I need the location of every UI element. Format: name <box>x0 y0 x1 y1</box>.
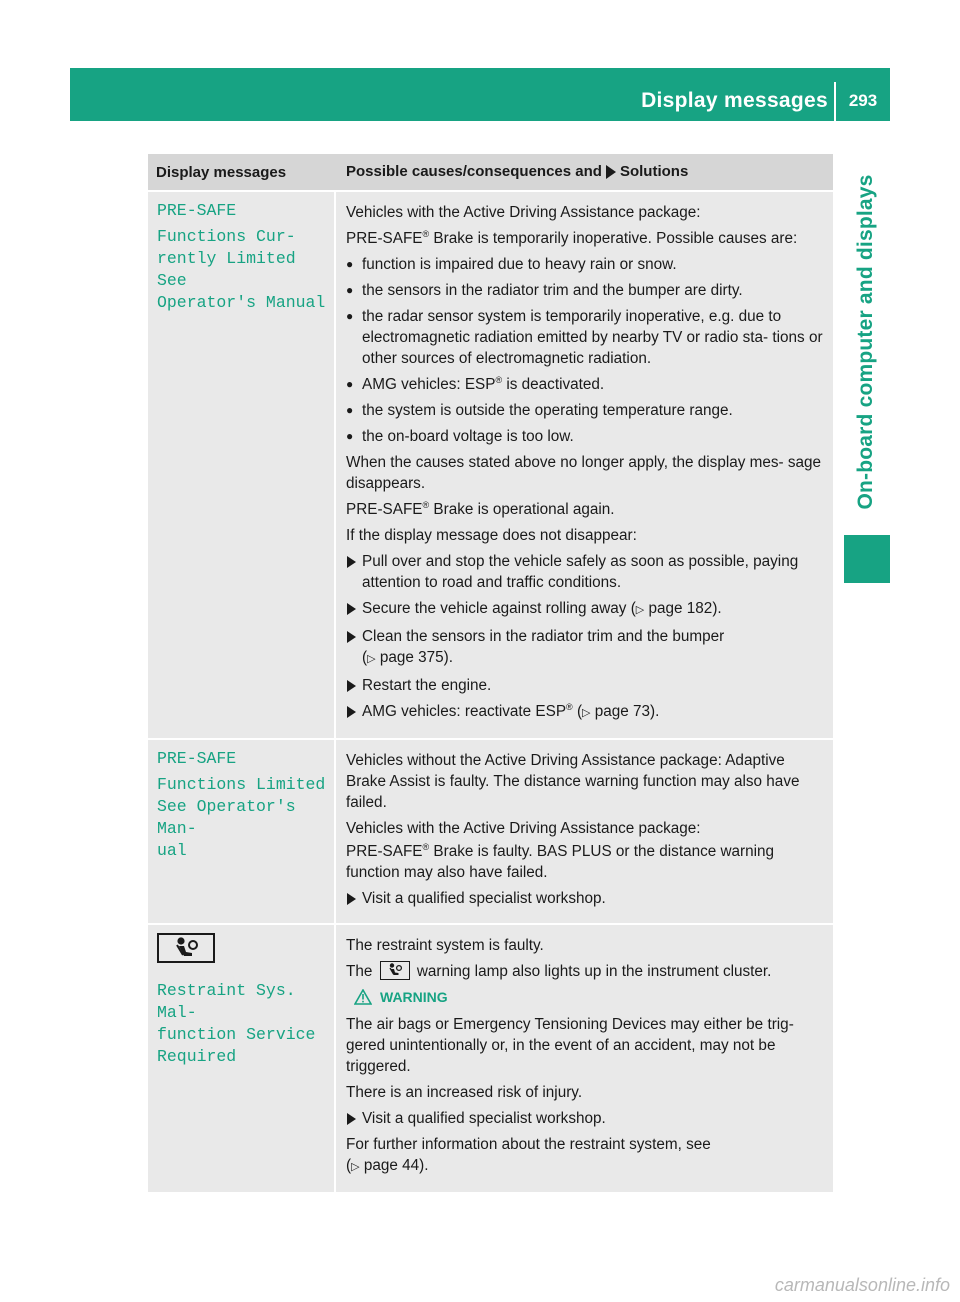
solution-cell <box>336 738 833 923</box>
action-triangle-icon <box>347 893 356 905</box>
warning-triangle-icon <box>354 989 372 1005</box>
page-reference-link[interactable]: page 44). <box>363 1157 429 1174</box>
page-number: 293 <box>848 91 878 110</box>
list-item: ● the sensors in the radiator trim and the bumper are dirty. <box>346 282 743 299</box>
body-text: Vehicles with the Active Driving Assistance package: <box>346 820 701 837</box>
message-cell <box>148 923 336 1192</box>
action-triangle-icon <box>347 631 356 643</box>
display-message-text: PRE-SAFE Functions Limited See Operator's Man‐ ual <box>157 749 326 860</box>
bullet-icon: ● <box>346 309 354 323</box>
body-text: When the causes stated above no longer apply, the display mes‐ sage disappears. <box>346 454 822 492</box>
page-ref-arrow-icon: ▷ <box>351 1161 360 1173</box>
action-triangle-icon <box>347 556 356 568</box>
list-item: ● the radar sensor system is temporarily inoperative, e.g. due to electromagnetic radiation emitted by nearby TV or radio sta‐ tions or other sources of electromagnetic radiation. <box>346 308 823 367</box>
bullet-icon: ● <box>346 283 354 297</box>
action-triangle-icon <box>347 706 356 718</box>
solution-cell <box>336 923 833 1192</box>
action-triangle-icon <box>606 165 616 179</box>
airbag-warning-icon <box>157 933 215 963</box>
action-triangle-icon <box>347 603 356 615</box>
page-reference-link[interactable]: page 182). <box>648 600 722 617</box>
body-text: PRE-SAFE® Brake is faulty. BAS PLUS or the distance warning function may also have failed. <box>346 841 775 881</box>
intro-text: Vehicles with the Active Driving Assistance package: <box>346 204 701 221</box>
bullet-icon: ● <box>346 429 354 443</box>
bullet-icon: ● <box>346 257 354 271</box>
action-step: Clean the sensors in the radiator trim and the bumper (▷ page 375). <box>346 626 826 670</box>
solution-cell <box>336 190 833 738</box>
display-message-text: Restraint Sys. Mal‐ function Service Required <box>157 981 316 1066</box>
message-cell <box>148 190 336 738</box>
list-item: ● the on-board voltage is too low. <box>346 428 574 445</box>
bullet-icon: ● <box>346 403 354 417</box>
page-ref-arrow-icon: ▷ <box>367 653 376 665</box>
body-text: PRE-SAFE® Brake is operational again. <box>346 499 615 518</box>
action-triangle-icon <box>347 680 356 692</box>
body-text: For further information about the restraint system, see (▷ page 44). <box>346 1136 711 1174</box>
display-messages-table <box>148 154 833 1192</box>
section-title: Display messages <box>641 89 828 112</box>
header-divider <box>834 82 836 121</box>
page-header-bar <box>70 68 890 121</box>
body-text: Vehicles without the Active Driving Assistance package: Adaptive Brake Assist is faulty. The distance warning function may also have failed. <box>346 752 800 811</box>
body-text: There is an increased risk of injury. <box>346 1084 583 1101</box>
table-row <box>148 190 833 738</box>
action-step: Visit a qualified specialist workshop. <box>346 888 826 909</box>
table-header-row <box>148 154 833 190</box>
warning-heading: WARNING <box>354 987 826 1008</box>
chapter-marker <box>844 535 890 583</box>
body-text: The restraint system is faulty. <box>346 937 544 954</box>
action-triangle-icon <box>347 1113 356 1125</box>
body-text: The warning lamp also lights up in the instrument cluster. <box>346 963 772 980</box>
page-ref-arrow-icon: ▷ <box>635 604 645 616</box>
action-step: Visit a qualified specialist workshop. <box>346 1108 826 1129</box>
action-step: Pull over and stop the vehicle safely as soon as possible, paying attention to road and traffic conditions. <box>346 551 826 593</box>
page-reference-link[interactable]: page 375). <box>379 649 453 666</box>
airbag-warning-icon <box>380 961 410 980</box>
bullet-icon: ● <box>346 377 354 391</box>
list-item: ● AMG vehicles: ESP® is deactivated. <box>346 374 605 393</box>
message-cell <box>148 738 336 923</box>
action-step: AMG vehicles: reactivate ESP® (▷ page 73). <box>346 701 826 724</box>
list-item: ● function is impaired due to heavy rain or snow. <box>346 256 677 273</box>
table-row <box>148 923 833 1192</box>
column-header-messages: Display messages <box>148 154 336 190</box>
column-header-solutions: Possible causes/consequences and Solutions <box>336 154 833 190</box>
body-text: If the display message does not disappear: <box>346 527 637 544</box>
chapter-label: On-board computer and displays <box>854 174 877 510</box>
footer-watermark: carmanualsonline.info <box>774 1275 950 1295</box>
action-step: Restart the engine. <box>346 675 826 696</box>
action-step: Secure the vehicle against rolling away (▷ page 182). <box>346 598 826 621</box>
display-message-text: PRE-SAFE Functions Cur‐ rently Limited See Operator's Manual <box>157 201 326 312</box>
list-item: ● the system is outside the operating temperature range. <box>346 402 733 419</box>
table-row <box>148 738 833 923</box>
page-reference-link[interactable]: page 73). <box>594 703 660 720</box>
cause-text: PRE-SAFE® Brake is temporarily inoperative. Possible causes are: <box>346 228 798 247</box>
page-ref-arrow-icon: ▷ <box>582 707 591 719</box>
warning-text: The air bags or Emergency Tensioning Devices may either be trig‐ gered unintentionally or, in the event of an accident, may not be triggered. <box>346 1016 794 1075</box>
